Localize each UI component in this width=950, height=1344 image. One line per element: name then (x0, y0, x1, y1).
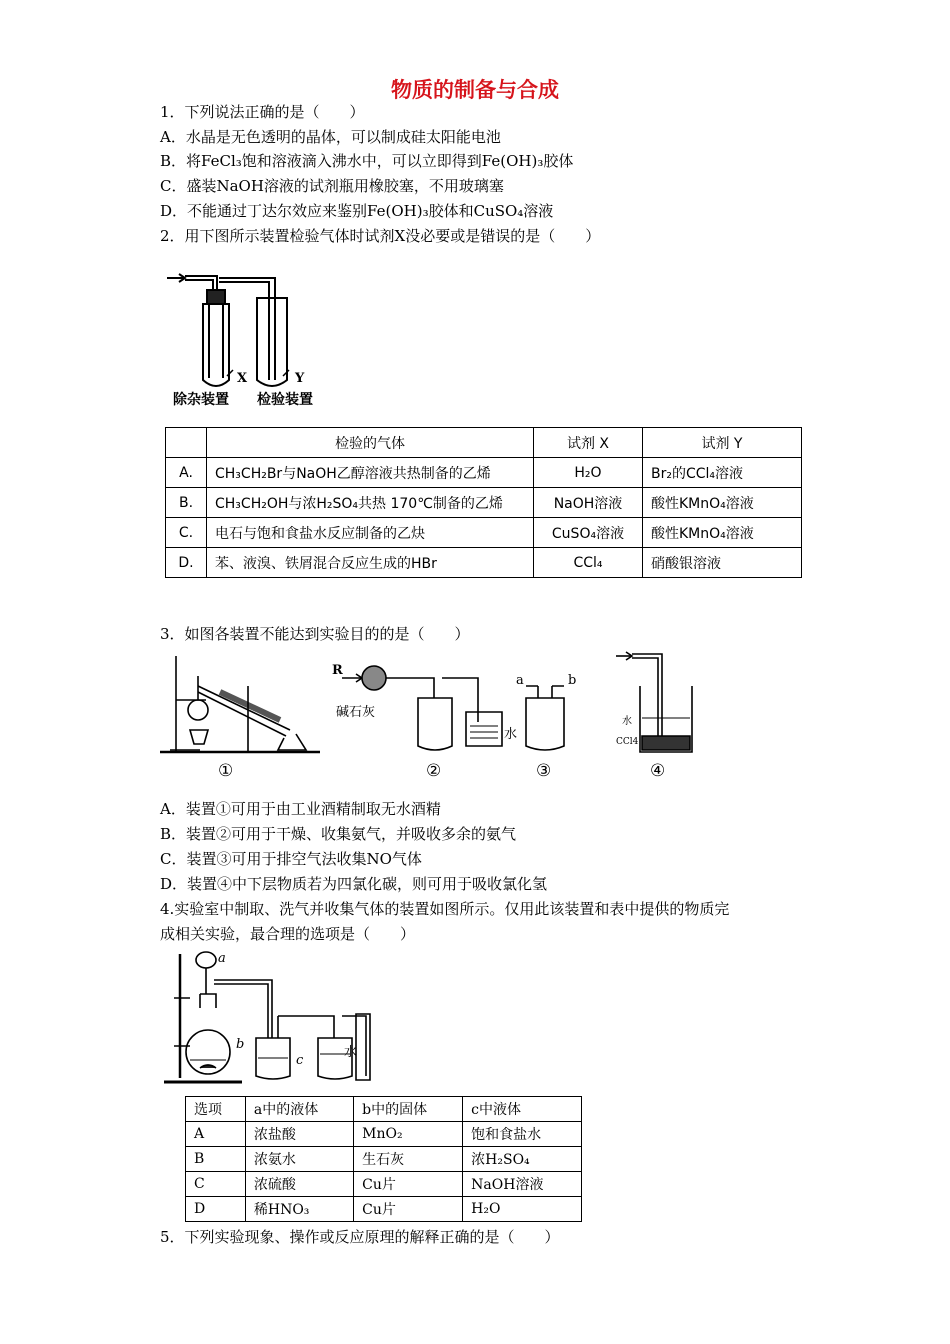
q4-b-label: b (236, 1037, 245, 1052)
q1-option-a: A．水晶是无色透明的晶体，可以制成硅太阳能电池 (160, 128, 501, 146)
q2-cell: NaOH溶液 (534, 488, 643, 518)
q3-water4-label: 水 (622, 716, 632, 727)
q2-y-label: Y (295, 371, 305, 386)
q4-cell: 浓盐酸 (245, 1122, 353, 1147)
q3-r-label: R (332, 663, 343, 678)
q2-cell: B. (166, 488, 207, 518)
page-title: 物质的制备与合成 (391, 78, 559, 102)
q2-apparatus-figure (165, 270, 335, 415)
q3-ccl4-label: CCl4 (616, 737, 639, 747)
q2-cell: CCl₄ (534, 548, 643, 578)
q3-water-label: 水 (504, 727, 518, 742)
q3-b-label: b (568, 673, 577, 688)
q3-stem: 3．如图各装置不能达到实验目的的是（ ） (160, 625, 470, 643)
q2-cell: 酸性KMnO₄溶液 (643, 518, 802, 548)
q2-cell: Br₂的CCl₄溶液 (643, 458, 802, 488)
q2-right-caption: 检验装置 (257, 392, 313, 408)
q4-cell: Cu片 (354, 1172, 463, 1197)
q2-header-1: 检验的气体 (207, 428, 534, 458)
q4-cell: 稀HNO₃ (245, 1197, 353, 1222)
q4-header-3: c中液体 (463, 1097, 582, 1122)
q4-cell: NaOH溶液 (463, 1172, 582, 1197)
q4-cell: MnO₂ (354, 1122, 463, 1147)
q4-cell: 生石灰 (354, 1147, 463, 1172)
q4-cell: H₂O (463, 1197, 582, 1222)
q2-cell: D. (166, 548, 207, 578)
q4-cell: B (186, 1147, 246, 1172)
q4-cell: A (186, 1122, 246, 1147)
q3-number-3: ③ (536, 761, 552, 781)
q4-water-label: 水 (344, 1045, 358, 1060)
q4-a-label: a (218, 951, 226, 966)
q4-cell: 浓H₂SO₄ (463, 1147, 582, 1172)
q2-header-2: 试剂 X (534, 428, 643, 458)
q4-table (185, 1096, 582, 1222)
table-row (186, 1197, 582, 1222)
q3-option-c: C．装置③可用于排空气法收集NO气体 (160, 850, 422, 868)
table-row (166, 548, 802, 578)
q2-header-0 (166, 428, 207, 458)
q3-number-4: ④ (650, 761, 666, 781)
q4-header-0: 选项 (186, 1097, 246, 1122)
q2-cell: CH₃CH₂Br与NaOH乙醇溶液共热制备的乙烯 (207, 458, 534, 488)
q1-stem: 1．下列说法正确的是（ ） (160, 103, 365, 121)
table-header-row (166, 428, 802, 458)
table-row (166, 518, 802, 548)
q2-header-3: 试剂 Y (643, 428, 802, 458)
q3-option-d: D．装置④中下层物质若为四氯化碳，则可用于吸收氯化氢 (160, 875, 548, 893)
q4-cell: Cu片 (354, 1197, 463, 1222)
table-row (186, 1122, 582, 1147)
q3-number-1: ① (218, 761, 234, 781)
q2-cell: H₂O (534, 458, 643, 488)
q4-apparatus-figure (160, 948, 380, 1088)
q2-stem: 2．用下图所示装置检验气体时试剂X没必要或是错误的是（ ） (160, 227, 601, 245)
q5-stem: 5．下列实验现象、操作或反应原理的解释正确的是（ ） (160, 1228, 560, 1246)
q4-header-2: b中的固体 (354, 1097, 463, 1122)
q2-left-caption: 除杂装置 (173, 392, 229, 408)
q4-cell: 浓硫酸 (245, 1172, 353, 1197)
table-header-row (186, 1097, 582, 1122)
q1-option-c: C．盛装NaOH溶液的试剂瓶用橡胶塞，不用玻璃塞 (160, 177, 504, 195)
q2-x-label: X (237, 371, 248, 386)
q4-cell: 浓氨水 (245, 1147, 353, 1172)
q1-option-b: B．将FeCl₃饱和溶液滴入沸水中，可以立即得到Fe(OH)₃胶体 (160, 152, 574, 170)
q2-cell: C. (166, 518, 207, 548)
q4-cell: 饱和食盐水 (463, 1122, 582, 1147)
q2-cell: CH₃CH₂OH与浓H₂SO₄共热 170℃制备的乙烯 (207, 488, 534, 518)
table-row (186, 1172, 582, 1197)
q4-c-label: c (296, 1053, 304, 1068)
q4-header-1: a中的液体 (245, 1097, 353, 1122)
q2-cell: 硝酸银溶液 (643, 548, 802, 578)
q3-option-a: A．装置①可用于由工业酒精制取无水酒精 (160, 800, 441, 818)
q4-stem-line1: 4.实验室中制取、洗气并收集气体的装置如图所示。仅用此该装置和表中提供的物质完 (160, 900, 730, 918)
q4-cell: D (186, 1197, 246, 1222)
q3-soda-lime-label: 碱石灰 (336, 705, 376, 720)
q2-cell: A. (166, 458, 207, 488)
q2-cell: 酸性KMnO₄溶液 (643, 488, 802, 518)
table-row (166, 488, 802, 518)
q4-cell: C (186, 1172, 246, 1197)
q3-a-label: a (516, 673, 524, 688)
q2-cell: 电石与饱和食盐水反应制备的乙炔 (207, 518, 534, 548)
q2-table (165, 427, 802, 578)
q4-stem-line2: 成相关实验，最合理的选项是（ ） (160, 925, 416, 943)
table-row (186, 1147, 582, 1172)
q1-option-d: D．不能通过丁达尔效应来鉴别Fe(OH)₃胶体和CuSO₄溶液 (160, 202, 554, 220)
q3-option-b: B．装置②可用于干燥、收集氨气，并吸收多余的氨气 (160, 825, 517, 843)
q2-cell: CuSO₄溶液 (534, 518, 643, 548)
q3-number-2: ② (426, 761, 442, 781)
q2-cell: 苯、液溴、铁屑混合反应生成的HBr (207, 548, 534, 578)
q3-apparatus-figure (160, 646, 700, 781)
table-row (166, 458, 802, 488)
